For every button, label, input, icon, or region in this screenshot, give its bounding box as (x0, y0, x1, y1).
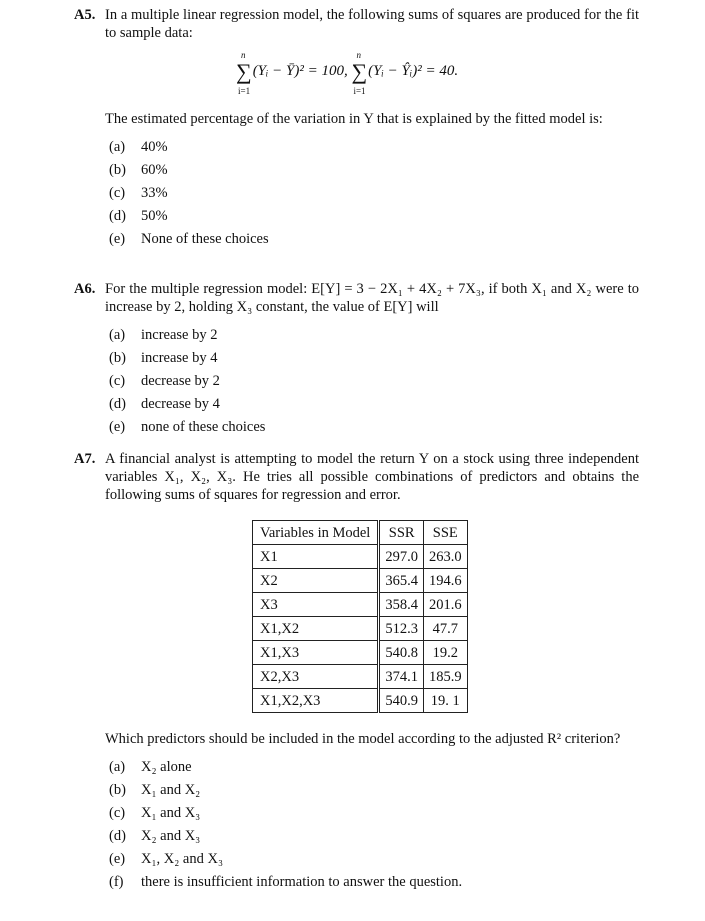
option-item (109, 207, 639, 230)
variables-cell: X2 (253, 569, 379, 593)
question-a7-prompt (74, 730, 639, 896)
question-prompt: The estimated percentage of the variation in Y that is explained by the fitted model is: (105, 111, 603, 127)
option-text: none of these choices (141, 419, 266, 435)
option-letter: (a) (109, 139, 126, 155)
ssr-cell: 358.4 (379, 593, 424, 617)
options-list (109, 138, 639, 253)
option-text: there is insufficient information to answer the question. (141, 874, 463, 890)
option-letter: (c) (109, 185, 126, 201)
option-item (109, 850, 639, 873)
option-text: 50% (141, 208, 168, 224)
sums-of-squares-table (252, 520, 468, 713)
option-letter: (a) (109, 759, 126, 775)
sum-of-squares-equation (236, 50, 459, 96)
option-text: increase by 4 (141, 350, 218, 366)
variables-cell: X1,X2 (253, 617, 379, 641)
sst-term: (Yᵢ − Ȳ)² = 100, (252, 63, 348, 79)
sigma-symbol: ∑ n i=1 (236, 50, 252, 96)
option-text: 33% (141, 185, 168, 201)
question-number: A6. (74, 281, 96, 297)
option-item (109, 804, 639, 827)
option-item (109, 161, 639, 184)
option-text: decrease by 2 (141, 373, 220, 389)
question-a7 (74, 450, 639, 504)
table-header-row (253, 521, 468, 545)
option-letter: (b) (109, 350, 126, 366)
question-number: A5. (74, 7, 96, 23)
option-item (109, 758, 639, 781)
question-a5-prompt (74, 110, 639, 253)
sse-cell: 263.0 (423, 545, 467, 569)
option-item (109, 372, 639, 395)
sse-cell: 47.7 (423, 617, 467, 641)
option-item (109, 781, 639, 804)
table-row (253, 617, 468, 641)
option-item (109, 827, 639, 850)
option-item (109, 418, 639, 441)
table-row (253, 593, 468, 617)
sse-cell: 185.9 (423, 665, 467, 689)
option-item (109, 395, 639, 418)
option-item (109, 349, 639, 372)
table-row (253, 665, 468, 689)
option-text: X₂ alone (141, 759, 192, 775)
sse-cell: 194.6 (423, 569, 467, 593)
question-text: For the multiple regression model: E[Y] = 3 − 2X₁ + 4X₂ + 7X₃, if both X₁ and X₂ were to increase by 2, holding X₃ constant, the value of E[Y] will (105, 281, 639, 315)
option-letter: (d) (109, 208, 126, 224)
option-item (109, 138, 639, 161)
variables-cell: X3 (253, 593, 379, 617)
option-text: X₁, X₂ and X₃ (141, 851, 224, 867)
option-item (109, 326, 639, 349)
option-letter: (b) (109, 162, 126, 178)
variables-cell: X2,X3 (253, 665, 379, 689)
sse-cell: 19. 1 (423, 689, 467, 713)
variables-cell: X1 (253, 545, 379, 569)
variables-cell: X1,X2,X3 (253, 689, 379, 713)
table-row (253, 569, 468, 593)
header-cell: SSR (379, 521, 424, 545)
sse-cell: 19.2 (423, 641, 467, 665)
option-text: X₂ and X₃ (141, 828, 201, 844)
ssr-cell: 512.3 (379, 617, 424, 641)
header-cell: SSE (423, 521, 467, 545)
option-item (109, 184, 639, 207)
option-letter: (d) (109, 828, 126, 844)
option-letter: (e) (109, 419, 126, 435)
option-item (109, 873, 639, 896)
ssr-cell: 297.0 (379, 545, 424, 569)
option-text: 40% (141, 139, 168, 155)
option-text: increase by 2 (141, 327, 218, 343)
sse-term: (Yᵢ − Ŷᵢ)² = 40. (368, 63, 459, 79)
option-item (109, 230, 639, 253)
question-a5 (74, 6, 639, 42)
question-text: In a multiple linear regression model, the following sums of squares are produced for the fit to sample data: (105, 7, 639, 41)
option-letter: (b) (109, 782, 126, 798)
option-letter: (e) (109, 851, 126, 867)
ssr-cell: 540.9 (379, 689, 424, 713)
option-text: X₁ and X₃ (141, 805, 201, 821)
question-prompt: Which predictors should be included in the model according to the adjusted R² criterion? (105, 731, 621, 747)
question-a6 (74, 280, 639, 441)
option-text: 60% (141, 162, 168, 178)
question-text: A financial analyst is attempting to model the return Y on a stock using three independent variables X₁, X₂, X₃. He tries all possible combinations of predictors and obtains the following sums of squares for regression and error. (105, 451, 639, 503)
option-letter: (f) (109, 874, 124, 890)
options-list (109, 758, 639, 896)
table-row (253, 689, 468, 713)
sse-cell: 201.6 (423, 593, 467, 617)
option-letter: (d) (109, 396, 126, 412)
option-letter: (c) (109, 805, 126, 821)
option-letter: (c) (109, 373, 126, 389)
ssr-cell: 365.4 (379, 569, 424, 593)
options-list (109, 326, 639, 441)
header-cell: Variables in Model (253, 521, 379, 545)
table-row (253, 545, 468, 569)
variables-cell: X1,X3 (253, 641, 379, 665)
ssr-cell: 374.1 (379, 665, 424, 689)
option-text: X₁ and X₂ (141, 782, 201, 798)
option-letter: (e) (109, 231, 126, 247)
sigma-symbol: ∑ n i=1 (351, 50, 368, 96)
option-text: decrease by 4 (141, 396, 220, 412)
table-row (253, 641, 468, 665)
option-letter: (a) (109, 327, 126, 343)
ssr-cell: 540.8 (379, 641, 424, 665)
question-number: A7. (74, 451, 96, 467)
option-text: None of these choices (141, 231, 269, 247)
